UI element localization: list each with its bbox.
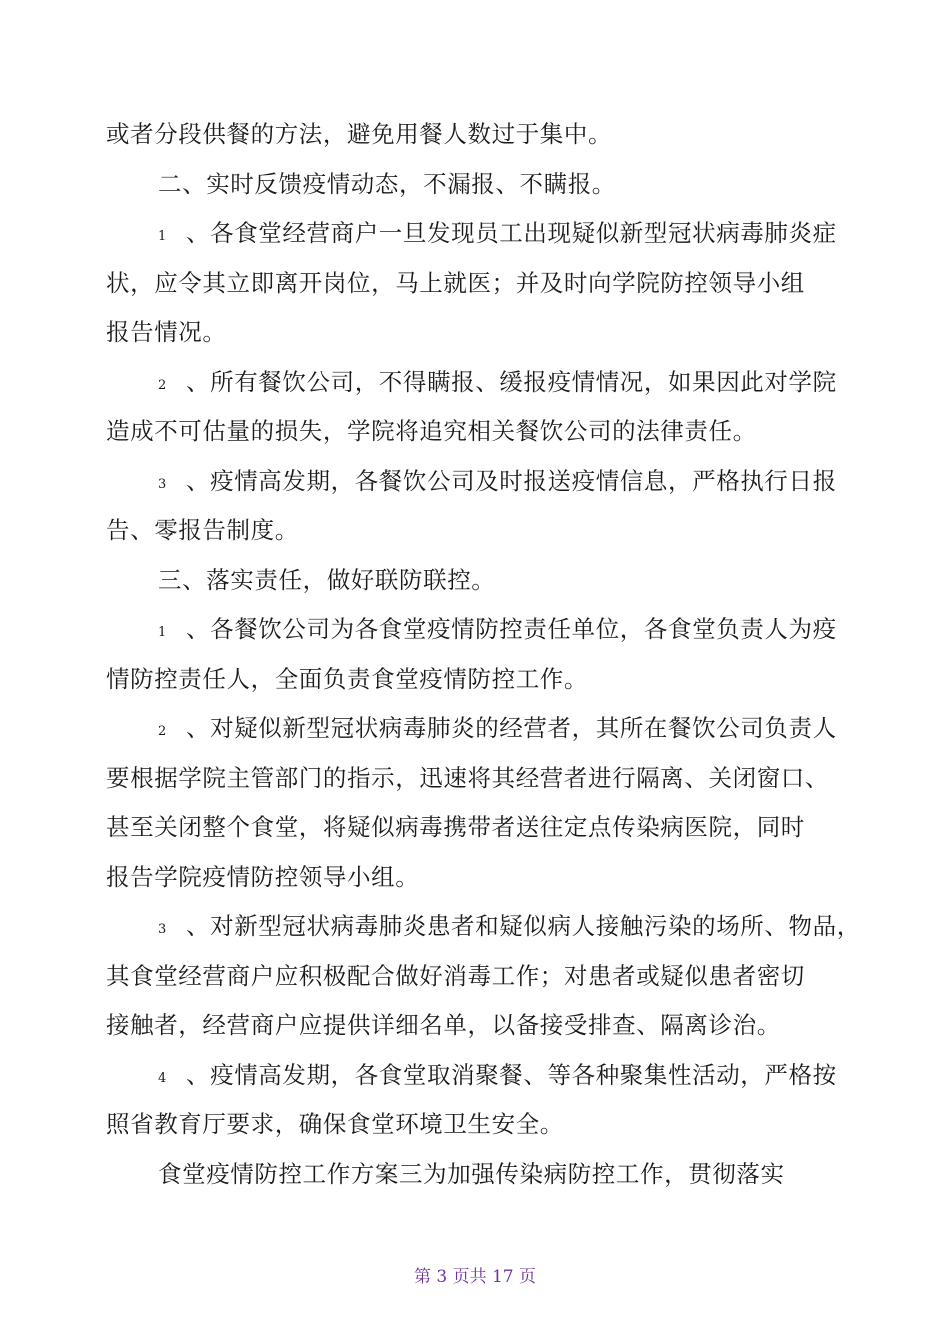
item-number: 1 <box>158 625 167 640</box>
list-item: 3 、疫情高发期，各餐饮公司及时报送疫情信息，严格执行日报 <box>106 457 856 507</box>
text-line: 甚至关闭整个食堂，将疑似病毒携带者送往定点传染病医院，同时 <box>106 813 805 841</box>
list-item: 2 、所有餐饮公司，不得瞒报、缓报疫情情况，如果因此对学院 <box>106 358 856 408</box>
text-line: 食堂疫情防控工作方案三为加强传染病防控工作，贯彻落实 <box>158 1159 785 1188</box>
text-line: 状，应令其立即离开岗位，马上就医；并及时向学院防控领导小组 <box>106 268 805 297</box>
text-line: 或者分段供餐的方法，避免用餐人数过于集中。 <box>106 120 613 148</box>
item-number: 2 <box>158 724 167 739</box>
item-number: 3 <box>158 922 167 937</box>
list-item: 1 、各餐饮公司为各食堂疫情防控责任单位，各食堂负责人为疫 <box>106 605 856 655</box>
text-line: 接触者，经营商户应提供详细名单，以备接受排查、隔离诊治。 <box>106 1011 781 1039</box>
list-item: 2 、对疑似新型冠状病毒肺炎的经营者，其所在餐饮公司负责人 <box>106 704 856 754</box>
page-number-footer: 第 3 页共 17 页 <box>413 1267 537 1287</box>
text-line: 其食堂经营商户应积极配合做好消毒工作；对患者或疑似患者密切 <box>106 961 805 990</box>
text-line: 报告学院疫情防控领导小组。 <box>106 862 420 891</box>
document-text <box>106 110 861 1199</box>
text-line: 告、零报告制度。 <box>106 516 299 544</box>
list-item: 4 、疫情高发期，各食堂取消聚餐、等各种聚集性活动，严格按 <box>106 1051 856 1101</box>
list-item: 3 、对新型冠状病毒肺炎患者和疑似病人接触污染的场所、物品， <box>106 902 856 952</box>
item-number: 3 <box>158 476 167 492</box>
text-line: 报告情况。 <box>106 318 227 346</box>
text-line: 造成不可估量的损失，学院将追究相关餐饮公司的法律责任。 <box>106 417 757 445</box>
item-number: 1 <box>158 229 167 244</box>
section-heading: 二、实时反馈疫情动态，不漏报、不瞒报。 <box>158 169 616 198</box>
list-item: 1 、各食堂经营商户一旦发现员工出现疑似新型冠状病毒肺炎症 <box>106 209 856 259</box>
document-body <box>106 110 861 1199</box>
text-line: 要根据学院主管部门的指示，迅速将其经营者进行隔离、关闭窗口、 <box>106 763 829 792</box>
item-number: 4 <box>158 1070 167 1086</box>
section-heading: 三、落实责任，做好联防联控。 <box>158 565 496 594</box>
text-line: 情防控责任人，全面负责食堂疫情防控工作。 <box>106 664 588 693</box>
item-number: 2 <box>158 377 167 393</box>
text-line: 照省教育厅要求，确保食堂环境卫生安全。 <box>106 1110 564 1138</box>
